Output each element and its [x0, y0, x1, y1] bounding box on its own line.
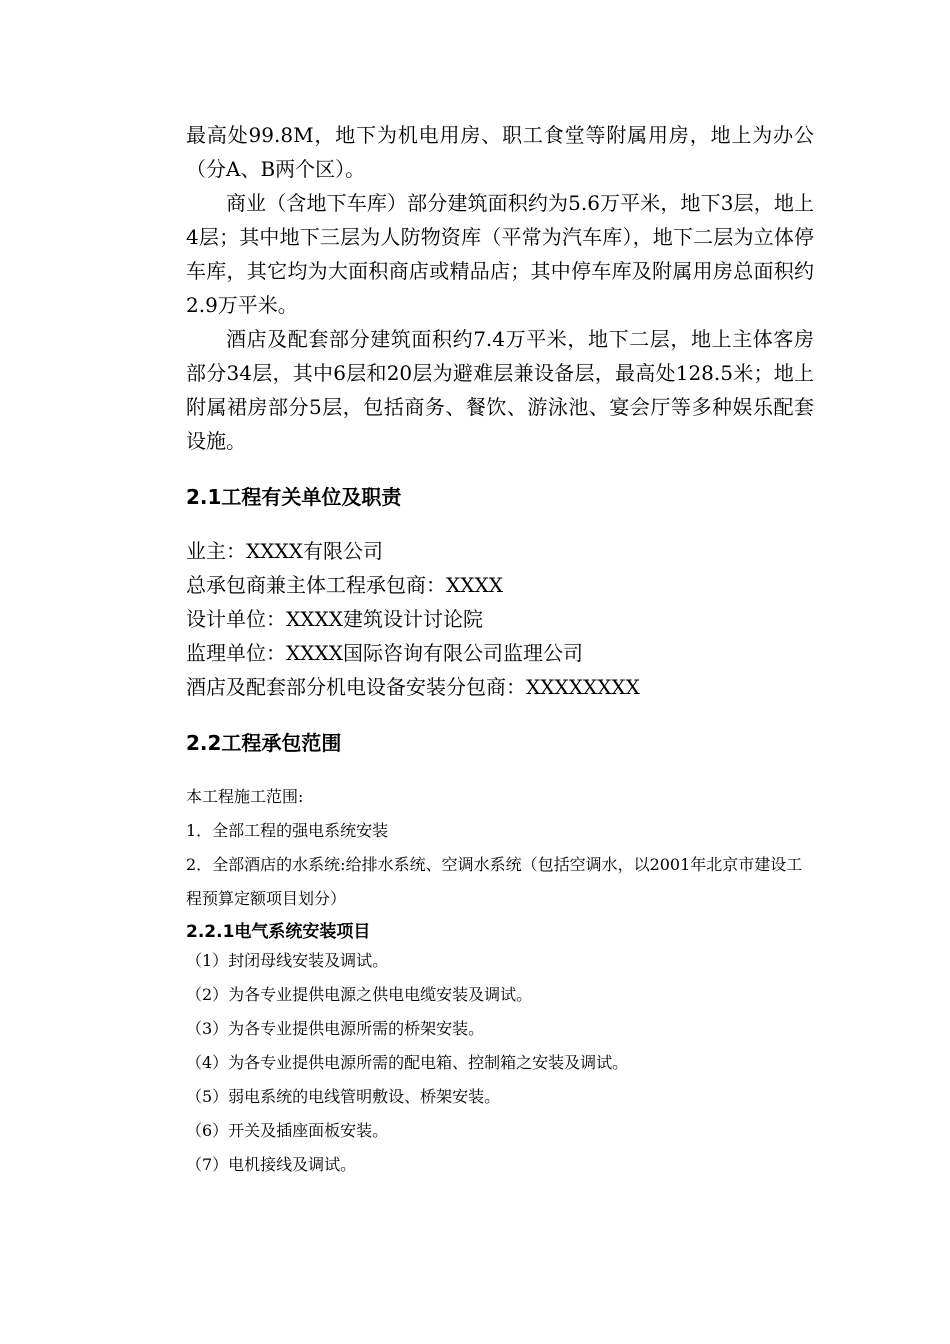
unit-general-contractor: 总承包商兼主体工程承包商：XXXX	[186, 573, 503, 597]
scope-intro: 本工程施工范围:	[186, 787, 304, 806]
electrical-item-6: （6）开关及插座面板安装。	[186, 1121, 389, 1140]
electrical-items-list	[186, 944, 814, 1182]
electrical-item-4: （4）为各专业提供电源所需的配电箱、控制箱之安装及调试。	[186, 1053, 629, 1072]
electrical-item-5: （5）弱电系统的电线管明敷设、桥架安装。	[186, 1087, 501, 1106]
heading-2-1: 2.1工程有关单位及职责	[186, 485, 402, 509]
scope-list	[186, 780, 814, 916]
electrical-item-1: （1）封闭母线安装及调试。	[186, 951, 389, 970]
electrical-item-2: （2）为各专业提供电源之供电电缆安装及调试。	[186, 985, 533, 1004]
scope-item-1: 1．全部工程的强电系统安装	[186, 821, 389, 840]
paragraph-overview-continued: 最高处99.8M，地下为机电用房、职工食堂等附属用房，地上为办公（分A、B两个区）。	[186, 123, 814, 181]
heading-2-2: 2.2工程承包范围	[186, 731, 342, 755]
unit-mep-subcontractor: 酒店及配套部分机电设备安装分包商：XXXXXXXX	[186, 675, 640, 699]
unit-designer: 设计单位：XXXX建筑设计讨论院	[186, 607, 483, 631]
unit-supervisor: 监理单位：XXXX国际咨询有限公司监理公司	[186, 641, 583, 665]
electrical-item-3: （3）为各专业提供电源所需的桥架安装。	[186, 1019, 485, 1038]
paragraph-commercial: 商业（含地下车库）部分建筑面积约为5.6万平米，地下3层，地上4层；其中地下三层为人防物资库（平常为汽车库），地下二层为立体停车库，其它均为大面积商店或精品店；其中停车库及附属用房总面积约2.9万平米。	[186, 191, 814, 317]
page-content	[186, 118, 814, 1182]
heading-2-2-1: 2.2.1电气系统安装项目	[186, 922, 371, 942]
unit-owner: 业主：XXXX有限公司	[186, 539, 383, 563]
paragraph-hotel: 酒店及配套部分建筑面积约7.4万平米，地下二层，地上主体客房部分34层，其中6层和20层为避难层兼设备层，最高处128.5米；地上附属裙房部分5层，包括商务、餐饮、游泳池、宴会厅等多种娱乐配套设施。	[186, 327, 814, 453]
scope-item-2: 2．全部酒店的水系统:给排水系统、空调水系统（包括空调水，以2001年北京市建设工程预算定额项目划分）	[186, 855, 803, 908]
electrical-item-7: （7）电机接线及调试。	[186, 1155, 357, 1174]
units-list	[186, 534, 814, 704]
